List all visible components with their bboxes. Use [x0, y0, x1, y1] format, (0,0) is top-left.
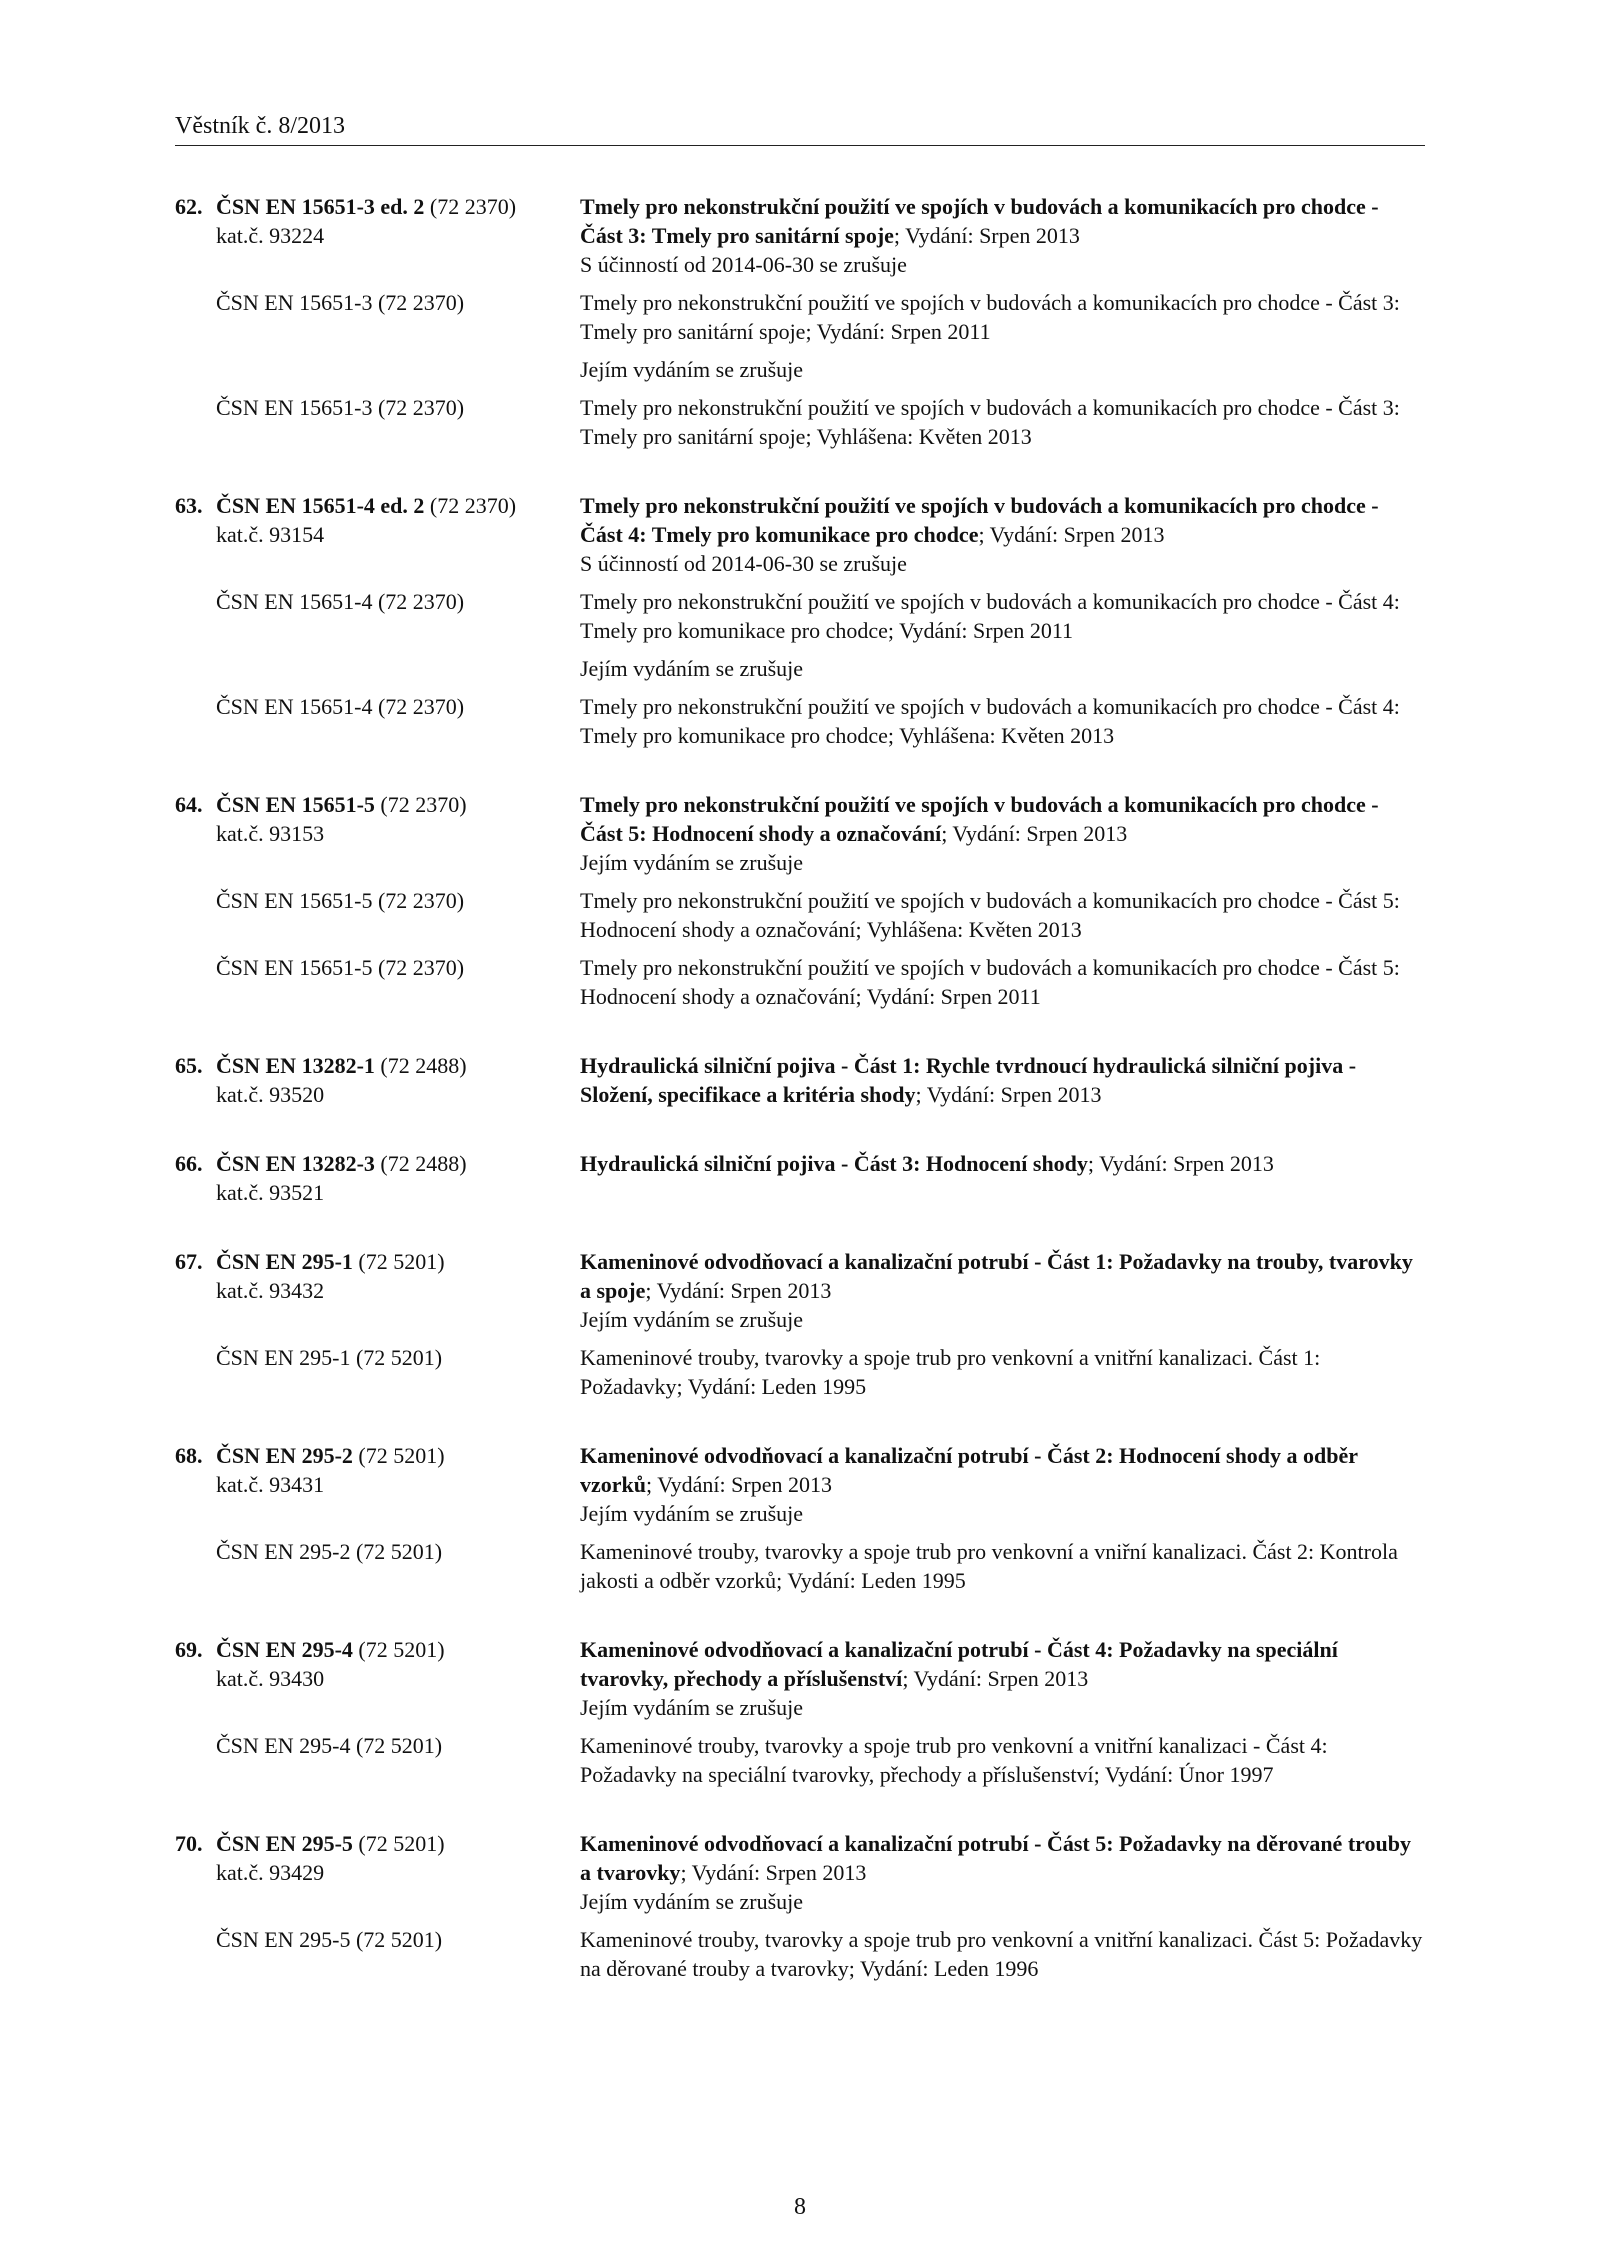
entry-description: [580, 1051, 1425, 1109]
related-text: Tmely pro nekonstrukční použití ve spojích v budovách a komunikacích pro chodce - Část 5: Hodnocení shody a označování; Vyhlášena: Květen 2013: [580, 888, 1400, 942]
entry-main: [175, 790, 1425, 877]
entry-class-code: (72 5201): [352, 1637, 445, 1662]
related-description: [580, 1925, 1425, 1983]
entry-description: [580, 192, 1425, 279]
entry-class-code: (72 2370): [424, 194, 517, 219]
entry-number: 67.: [175, 1249, 203, 1274]
entry-number: 66.: [175, 1151, 203, 1176]
standards-list: [175, 192, 1425, 2023]
entry-number: 65.: [175, 1053, 203, 1078]
entry-catalog-number: kat.č. 93153: [216, 821, 325, 846]
entry-identifier: [175, 1829, 580, 1887]
entry-issue: ; Vydání: Srpen 2013: [645, 1278, 832, 1303]
entry-number: 62.: [175, 194, 203, 219]
entry-issue: ; Vydání: Srpen 2013: [915, 1082, 1102, 1107]
entry-code-line: [175, 1247, 580, 1276]
entry-identifier: [175, 491, 580, 549]
entry-class-code: (72 2370): [374, 792, 467, 817]
related-code: ČSN EN 295-4 (72 5201): [216, 1733, 443, 1758]
standard-entry: [175, 790, 1425, 1011]
entry-note: S účinností od 2014-06-30 se zrušuje: [580, 551, 907, 576]
entry-identifier: [175, 1051, 580, 1109]
related-standard: [175, 692, 1425, 750]
entry-code-line: [175, 1051, 580, 1080]
standard-entry: [175, 1441, 1425, 1595]
related-text: Kameninové trouby, tvarovky a spoje trub pro venkovní a vnitřní kanalizaci. Část 5: Požadavky na děrované trouby a tvarovky; Vydání: Leden 1996: [580, 1927, 1423, 1981]
entry-catalog-number: kat.č. 93429: [216, 1860, 325, 1885]
related-text: Tmely pro nekonstrukční použití ve spojích v budovách a komunikacích pro chodce - Část 4: Tmely pro komunikace pro chodce; Vyhlášena: Květen 2013: [580, 694, 1400, 748]
entry-title-line: [580, 1247, 1425, 1305]
related-code: ČSN EN 15651-3 (72 2370): [216, 290, 465, 315]
related-description: [580, 692, 1425, 750]
entry-main: [175, 1149, 1425, 1207]
entry-note: S účinností od 2014-06-30 se zrušuje: [580, 252, 907, 277]
entry-catalog-number: kat.č. 93154: [216, 522, 325, 547]
entry-title-line: [580, 1441, 1425, 1499]
related-code: ČSN EN 15651-4 (72 2370): [216, 694, 465, 719]
entry-title-line: [580, 1635, 1425, 1693]
related-standard: [175, 886, 1425, 944]
related-description: [580, 587, 1425, 645]
entry-note: Jejím vydáním se zrušuje: [580, 1695, 804, 1720]
entry-code: ČSN EN 15651-3 ed. 2: [216, 194, 425, 219]
entry-number: 70.: [175, 1831, 203, 1856]
standard-entry: [175, 1635, 1425, 1789]
entry-code: ČSN EN 295-2: [216, 1443, 353, 1468]
entry-title-line: [580, 1051, 1425, 1109]
related-note: Jejím vydáním se zrušuje: [580, 357, 804, 382]
related-note: Jejím vydáním se zrušuje: [580, 656, 804, 681]
entry-catalog-number: kat.č. 93432: [216, 1278, 325, 1303]
related-standard: [175, 1925, 1425, 1983]
entry-title-line: [580, 790, 1425, 848]
entry-code-line: [175, 491, 580, 520]
page-header: Věstník č. 8/2013: [175, 113, 345, 139]
related-description: [580, 953, 1425, 1011]
entry-description: [580, 1829, 1425, 1916]
header-rule: [175, 145, 1425, 146]
related-text: Kameninové trouby, tvarovky a spoje trub pro venkovní a vniřní kanalizaci. Část 2: Kontrola jakosti a odběr vzorků; Vydání: Leden 1995: [580, 1539, 1398, 1593]
entry-title: Kameninové odvodňovací a kanalizační potrubí - Část 1: Požadavky na trouby, tvarovky a spoje: [580, 1249, 1413, 1303]
related-description: [580, 886, 1425, 944]
related-standard: [175, 953, 1425, 1011]
related-code: ČSN EN 295-1 (72 5201): [216, 1345, 443, 1370]
related-description: [580, 393, 1425, 451]
related-description: [580, 1731, 1425, 1789]
entry-main: [175, 1247, 1425, 1334]
entry-description: [580, 790, 1425, 877]
entry-title-line: [580, 1149, 1425, 1178]
entry-issue: ; Vydání: Srpen 2013: [902, 1666, 1089, 1691]
related-code: ČSN EN 15651-4 (72 2370): [216, 589, 465, 614]
standard-entry: [175, 491, 1425, 750]
standard-entry: [175, 1247, 1425, 1401]
related-text: Tmely pro nekonstrukční použití ve spojích v budovách a komunikacích pro chodce - Část 5: Hodnocení shody a označování; Vydání: Srpen 2011: [580, 955, 1400, 1009]
entry-identifier: [175, 790, 580, 848]
standard-entry: [175, 192, 1425, 451]
entry-description: [580, 1247, 1425, 1334]
entry-title-line: [580, 491, 1425, 549]
entry-class-code: (72 5201): [352, 1443, 445, 1468]
entry-code-line: [175, 1441, 580, 1470]
related-standard: [175, 587, 1425, 645]
entry-code: ČSN EN 295-1: [216, 1249, 353, 1274]
page-number: 8: [794, 2194, 806, 2220]
entry-issue: ; Vydání: Srpen 2013: [646, 1472, 832, 1497]
entry-title: Kameninové odvodňovací a kanalizační potrubí - Část 2: Hodnocení shody a odběr vzorků: [580, 1443, 1358, 1497]
entry-title: Hydraulická silniční pojiva - Část 3: Hodnocení shody: [580, 1151, 1088, 1176]
entry-catalog-number: kat.č. 93521: [216, 1180, 325, 1205]
entry-main: [175, 1051, 1425, 1109]
related-standard: [175, 1731, 1425, 1789]
entry-class-code: (72 2488): [374, 1053, 467, 1078]
related-standard: [175, 1537, 1425, 1595]
entry-code: ČSN EN 15651-5: [216, 792, 375, 817]
entry-description: [580, 1149, 1425, 1178]
related-note-row: [175, 355, 1425, 384]
entry-main: [175, 491, 1425, 578]
entry-note: Jejím vydáním se zrušuje: [580, 1307, 804, 1332]
entry-issue: ; Vydání: Srpen 2013: [941, 821, 1128, 846]
standard-entry: [175, 1829, 1425, 1983]
entry-code-line: [175, 790, 580, 819]
standard-entry: [175, 1051, 1425, 1109]
entry-code-line: [175, 192, 580, 221]
related-text: Kameninové trouby, tvarovky a spoje trub pro venkovní a vnitřní kanalizaci - Část 4: Požadavky na speciální tvarovky, přechody a příslušenství; Vydání: Únor 1997: [580, 1733, 1328, 1787]
entry-main: [175, 1829, 1425, 1916]
related-description: [580, 1343, 1425, 1401]
entry-note: Jejím vydáním se zrušuje: [580, 1501, 804, 1526]
entry-number: 63.: [175, 493, 203, 518]
entry-catalog-number: kat.č. 93224: [216, 223, 325, 248]
entry-identifier: [175, 1441, 580, 1499]
entry-number: 69.: [175, 1637, 203, 1662]
related-code: ČSN EN 15651-3 (72 2370): [216, 395, 465, 420]
entry-catalog-number: kat.č. 93431: [216, 1472, 325, 1497]
related-description: [580, 1537, 1425, 1595]
related-text: Kameninové trouby, tvarovky a spoje trub pro venkovní a vnitřní kanalizaci. Část 1: Požadavky; Vydání: Leden 1995: [580, 1345, 1321, 1399]
entry-class-code: (72 2488): [374, 1151, 467, 1176]
related-text: Tmely pro nekonstrukční použití ve spojích v budovách a komunikacích pro chodce - Část 4: Tmely pro komunikace pro chodce; Vydání: Srpen 2011: [580, 589, 1400, 643]
entry-identifier: [175, 192, 580, 250]
entry-title: Tmely pro nekonstrukční použití ve spojích v budovách a komunikacích pro chodce - Část 5: Hodnocení shody a označování: [580, 792, 1379, 846]
entry-title-line: [580, 1829, 1425, 1887]
related-text: Tmely pro nekonstrukční použití ve spojích v budovách a komunikacích pro chodce - Část 3: Tmely pro sanitární spoje; Vydání: Srpen 2011: [580, 290, 1400, 344]
entry-title-line: [580, 192, 1425, 250]
related-note-row: [175, 654, 1425, 683]
entry-identifier: [175, 1635, 580, 1693]
entry-description: [580, 491, 1425, 578]
entry-identifier: [175, 1247, 580, 1305]
entry-title: Tmely pro nekonstrukční použití ve spojích v budovách a komunikacích pro chodce - Část 3: Tmely pro sanitární spoje: [580, 194, 1379, 248]
entry-description: [580, 1635, 1425, 1722]
related-text: Tmely pro nekonstrukční použití ve spojích v budovách a komunikacích pro chodce - Část 3: Tmely pro sanitární spoje; Vyhlášena: Květen 2013: [580, 395, 1400, 449]
entry-code: ČSN EN 295-4: [216, 1637, 353, 1662]
related-standard: [175, 393, 1425, 451]
related-code: ČSN EN 295-5 (72 5201): [216, 1927, 443, 1952]
entry-main: [175, 1635, 1425, 1722]
entry-number: 68.: [175, 1443, 203, 1468]
entry-issue: ; Vydání: Srpen 2013: [893, 223, 1080, 248]
entry-issue: ; Vydání: Srpen 2013: [1087, 1151, 1274, 1176]
entry-class-code: (72 2370): [424, 493, 517, 518]
entry-issue: ; Vydání: Srpen 2013: [978, 522, 1165, 547]
entry-class-code: (72 5201): [352, 1249, 445, 1274]
entry-main: [175, 1441, 1425, 1528]
entry-note: Jejím vydáním se zrušuje: [580, 850, 804, 875]
entry-code: ČSN EN 295-5: [216, 1831, 353, 1856]
entry-code: ČSN EN 13282-1: [216, 1053, 375, 1078]
related-code: ČSN EN 15651-5 (72 2370): [216, 888, 465, 913]
entry-description: [580, 1441, 1425, 1528]
entry-code-line: [175, 1829, 580, 1858]
entry-main: [175, 192, 1425, 279]
related-code: ČSN EN 295-2 (72 5201): [216, 1539, 443, 1564]
entry-catalog-number: kat.č. 93430: [216, 1666, 325, 1691]
entry-title: Tmely pro nekonstrukční použití ve spojích v budovách a komunikacích pro chodce - Část 4: Tmely pro komunikace pro chodce: [580, 493, 1379, 547]
entry-title: Kameninové odvodňovací a kanalizační potrubí - Část 5: Požadavky na děrované trouby a tvarovky: [580, 1831, 1411, 1885]
standard-entry: [175, 1149, 1425, 1207]
entry-code: ČSN EN 15651-4 ed. 2: [216, 493, 425, 518]
entry-issue: ; Vydání: Srpen 2013: [680, 1860, 867, 1885]
related-description: [580, 288, 1425, 346]
entry-note: Jejím vydáním se zrušuje: [580, 1889, 804, 1914]
entry-class-code: (72 5201): [352, 1831, 445, 1856]
related-code: ČSN EN 15651-5 (72 2370): [216, 955, 465, 980]
entry-catalog-number: kat.č. 93520: [216, 1082, 325, 1107]
related-standard: [175, 288, 1425, 346]
entry-title: Kameninové odvodňovací a kanalizační potrubí - Část 4: Požadavky na speciální tvarovky, přechody a příslušenství: [580, 1637, 1338, 1691]
entry-code: ČSN EN 13282-3: [216, 1151, 375, 1176]
entry-code-line: [175, 1149, 580, 1178]
entry-identifier: [175, 1149, 580, 1207]
entry-number: 64.: [175, 792, 203, 817]
entry-code-line: [175, 1635, 580, 1664]
entry-title: Hydraulická silniční pojiva - Část 1: Rychle tvrdnoucí hydraulická silniční pojiva - Složení, specifikace a kritéria shody: [580, 1053, 1357, 1107]
related-standard: [175, 1343, 1425, 1401]
